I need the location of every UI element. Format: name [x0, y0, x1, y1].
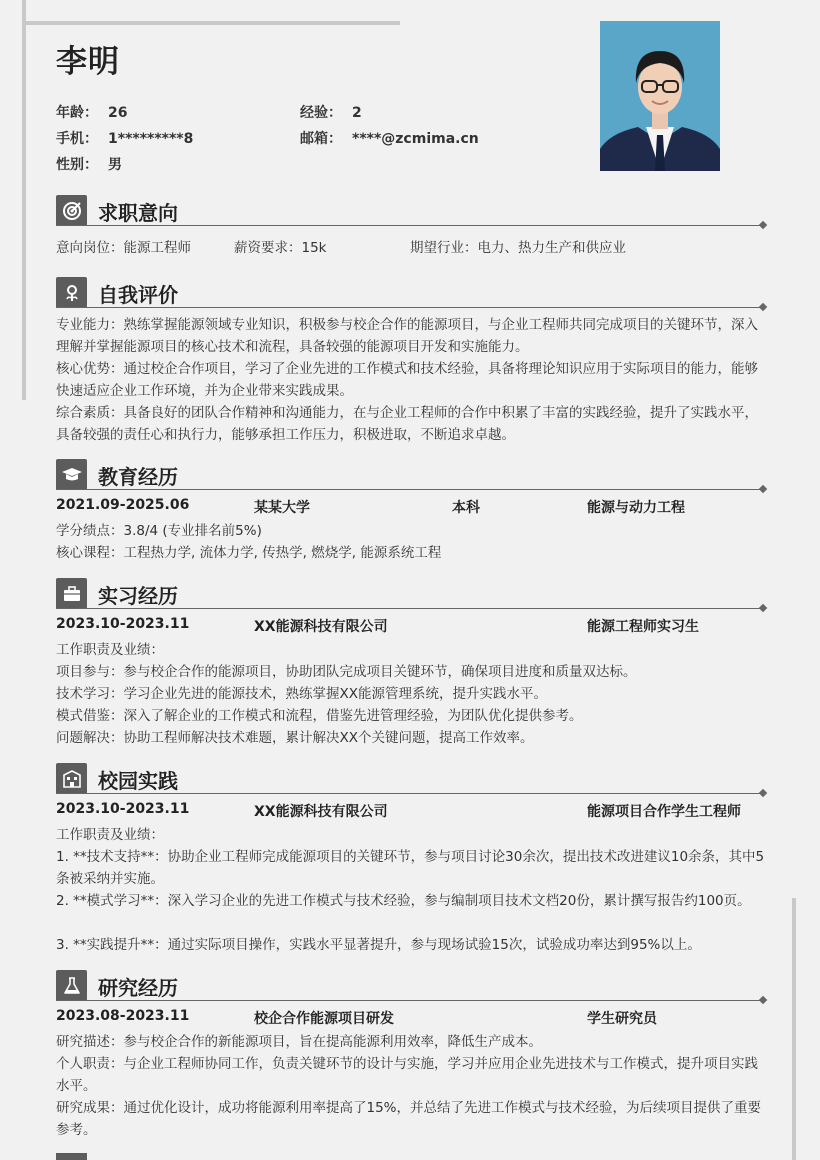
experience-label: 经验： [300, 105, 342, 121]
internship-line: 工作职责及业绩： [56, 642, 164, 658]
research-project: 校企合作能源项目研发 [254, 1011, 394, 1027]
education-courses: 核心课程：工程热力学, 流体力学, 传热学, 燃烧学, 能源系统工程 [56, 545, 442, 561]
section-header-intent [56, 195, 766, 229]
campus-line: 2. **模式学习**：深入学习企业的先进工作模式与技术经验，参与编制项目技术文档20份，累计撰写报告约100页。 [56, 893, 751, 909]
divider-end-dot [759, 996, 767, 1004]
campus-summary-row [56, 801, 768, 823]
research-summary-row [56, 1008, 768, 1030]
section-header-self-eval [56, 277, 766, 311]
campus-line: 工作职责及业绩： [56, 827, 164, 843]
phone-label: 手机： [56, 131, 98, 147]
internship-summary-row [56, 616, 768, 638]
gender-field [56, 154, 122, 174]
internship-line: 项目参与：参与校企合作的能源项目，协助团队完成项目关键环节，确保项目进度和质量双达标。 [56, 664, 637, 680]
section-title-self-eval: 自我评价 [98, 283, 178, 307]
section-title-internship: 实习经历 [98, 584, 178, 608]
profile-photo [600, 21, 720, 171]
divider-end-dot [759, 303, 767, 311]
email-label: 邮箱： [300, 131, 342, 147]
section-title-campus: 校园实践 [98, 769, 178, 793]
gender-value: 男 [108, 157, 122, 173]
section-divider [56, 1000, 762, 1001]
internship-line: 问题解决：协助工程师解决技术难题，累计解决XX个关键问题，提高工作效率。 [56, 730, 534, 746]
section-divider [56, 307, 762, 308]
self-eval-quality: 综合素质：具备良好的团队合作精神和沟通能力，在与企业工程师的合作中积累了丰富的实践经验，提升了实践水平，具备较强的责任心和执行力，能够承担工作压力，积极进取，不断追求卓越。 [56, 405, 758, 443]
self-eval-professional: 专业能力：熟练掌握能源领域专业知识，积极参与校企合作的能源项目，与企业工程师共同完成项目的关键环节，深入理解并掌握能源项目的核心技术和流程，具备较强的能源项目开发和实施能力。 [56, 317, 758, 355]
divider-end-dot [759, 604, 767, 612]
campus-line: 3. **实践提升**：通过实际项目操作，实践水平显著提升，参与现场试验15次，试验成功率达到95%以上。 [56, 937, 701, 953]
section-title-research: 研究经历 [98, 976, 178, 1000]
divider-end-dot [759, 485, 767, 493]
section-header-internship [56, 578, 766, 612]
research-role: 学生研究员 [587, 1011, 657, 1027]
education-period: 2021.09-2025.06 [56, 497, 190, 513]
intent-row [56, 237, 768, 259]
briefcase-icon [56, 578, 87, 609]
flower-icon [56, 277, 87, 308]
section-header-campus [56, 763, 766, 797]
graduation-cap-icon [56, 459, 87, 490]
intent-industry: 期望行业：电力、热力生产和供应业 [410, 240, 626, 256]
section-header-research [56, 970, 766, 1004]
age-field [56, 102, 127, 122]
experience-field [300, 102, 362, 122]
section-title-intent: 求职意向 [98, 201, 178, 225]
gender-label: 性别： [56, 157, 98, 173]
section-divider [56, 225, 762, 226]
education-gpa: 学分绩点：3.8/4 (专业排名前5%) [56, 523, 262, 539]
intent-salary: 薪资要求：15k [234, 240, 327, 256]
internship-role: 能源工程师实习生 [587, 619, 699, 635]
education-major: 能源与动力工程 [587, 500, 685, 516]
email-value: ****@zcmima.cn [352, 131, 479, 147]
campus-company: XX能源科技有限公司 [254, 804, 388, 820]
candidate-name: 李明 [56, 44, 120, 80]
age-value: 26 [108, 105, 128, 121]
section-divider [56, 608, 762, 609]
education-degree: 本科 [452, 500, 480, 516]
age-label: 年龄： [56, 105, 98, 121]
campus-role: 能源项目合作学生工程师 [587, 804, 741, 820]
decorative-right-bar [792, 898, 796, 1160]
building-icon [56, 763, 87, 794]
education-school: 某某大学 [254, 500, 310, 516]
flask-icon [56, 970, 87, 1001]
self-eval-strength: 核心优势：通过校企合作项目，学习了企业先进的工作模式和技术经验，具备将理论知识应用于实际项目的能力，能够快速适应企业工作环境，并为企业带来实践成果。 [56, 361, 758, 399]
experience-value: 2 [352, 105, 362, 121]
campus-period: 2023.10-2023.11 [56, 801, 190, 817]
section-title-education: 教育经历 [98, 465, 178, 489]
internship-company: XX能源科技有限公司 [254, 619, 388, 635]
research-line: 个人职责：与企业工程师协同工作，负责关键环节的设计与实施，学习并应用企业先进技术与工作模式，提升项目实践水平。 [56, 1056, 758, 1094]
decorative-top-bar [22, 21, 400, 25]
section-divider [56, 489, 762, 490]
section-divider [56, 793, 762, 794]
internship-line: 模式借鉴：深入了解企业的工作模式和流程，借鉴先进管理经验，为团队优化提供参考。 [56, 708, 583, 724]
decorative-left-bar [22, 0, 26, 400]
section-header-education [56, 459, 766, 493]
phone-field [56, 128, 193, 148]
research-line: 研究成果：通过优化设计，成功将能源利用率提高了15%，并总结了先进工作模式与技术经验，为后续项目提供了重要参考。 [56, 1100, 762, 1138]
email-field [300, 128, 479, 148]
phone-value: 1*********8 [108, 131, 194, 147]
campus-line: 1. **技术支持**：协助企业工程师完成能源项目的关键环节，参与项目讨论30余次，提出技术改进建议10余条，其中5条被采纳并实施。 [56, 849, 765, 887]
internship-period: 2023.10-2023.11 [56, 616, 190, 632]
divider-end-dot [759, 221, 767, 229]
research-period: 2023.08-2023.11 [56, 1008, 190, 1024]
education-summary-row [56, 497, 768, 519]
divider-end-dot [759, 789, 767, 797]
target-icon [56, 195, 87, 226]
research-line: 研究描述：参与校企合作的新能源项目，旨在提高能源利用效率，降低生产成本。 [56, 1034, 542, 1050]
intent-position: 意向岗位：能源工程师 [56, 240, 191, 256]
next-section-icon-partial [56, 1153, 87, 1160]
internship-line: 技术学习：学习企业先进的能源技术，熟练掌握XX能源管理系统，提升实践水平。 [56, 686, 547, 702]
